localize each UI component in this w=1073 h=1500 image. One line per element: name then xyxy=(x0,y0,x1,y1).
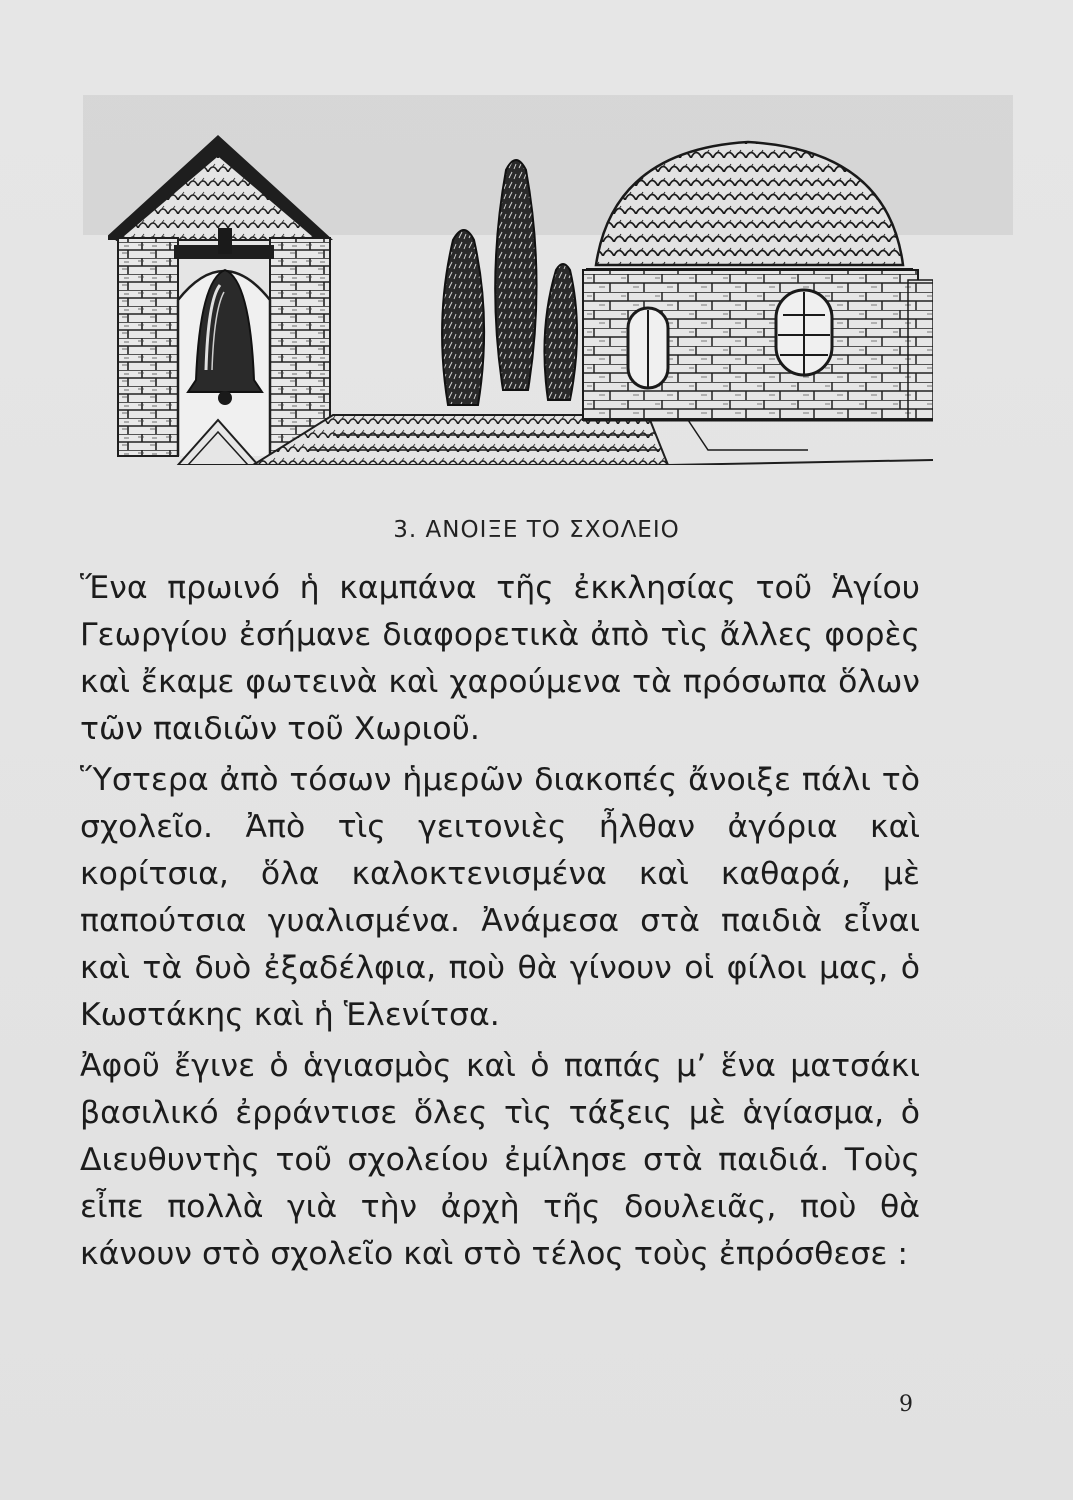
paragraph: Ἀφοῦ ἔγινε ὁ ἁγιασμὸς καὶ ὁ παπάς μ’ ἕνα ματσάκι βασιλικό ἐρράντισε ὅλες τὶς τάξεις μὲ ἁγίασμα, ὁ Διευθυντὴς τοῦ σχολείου ἐμίλησε στὰ παιδιά. Τοὺς εἶπε πολλὰ γιὰ τὴν ἀρχὴ τῆς δουλειᾶς, ποὺ θὰ κάνουν στὸ σχολεῖο καὶ στὸ τέλος τοὺς ἐπρόσθεσε : xyxy=(80,1048,920,1272)
paragraph: Ὕστερα ἀπὸ τόσων ἡμερῶν διακοπές ἄνοιξε πάλι τὸ σχολεῖο. Ἀπὸ τὶς γειτονιὲς ἦλθαν ἀγόρια καὶ κορίτσια, ὅλα καλοκτενισμένα καὶ καθαρά, μὲ παπούτσια γυαλισμένα. Ἀνάμεσα στὰ παιδιὰ εἶναι καὶ τὰ δυὸ ἐξαδέλφια, ποὺ θὰ γίνουν οἱ φίλοι μας, ὁ Κωστάκης καὶ ἡ Ἑλενίτσα. xyxy=(80,762,920,1033)
body-text xyxy=(80,565,920,1278)
cypress-tree-icon xyxy=(442,160,577,405)
page-number: 9 xyxy=(899,1392,913,1417)
paragraph: Ἕνα πρωινό ἡ καμπάνα τῆς ἐκκλησίας τοῦ Ἁγίου Γεωργίου ἐσήμανε διαφορετικὰ ἀπὸ τὶς ἄλλες φορὲς καὶ ἔκαμε φωτεινὰ καὶ χαρούμενα τὰ πρόσωπα ὅλων τῶν παιδιῶν τοῦ Χωριοῦ. xyxy=(80,570,920,747)
domed-church-icon xyxy=(583,142,933,450)
chapter-title: 3. ΑΝΟΙΞΕ ΤΟ ΣΧΟΛΕΙΟ xyxy=(393,517,680,543)
church-illustration xyxy=(108,130,933,465)
